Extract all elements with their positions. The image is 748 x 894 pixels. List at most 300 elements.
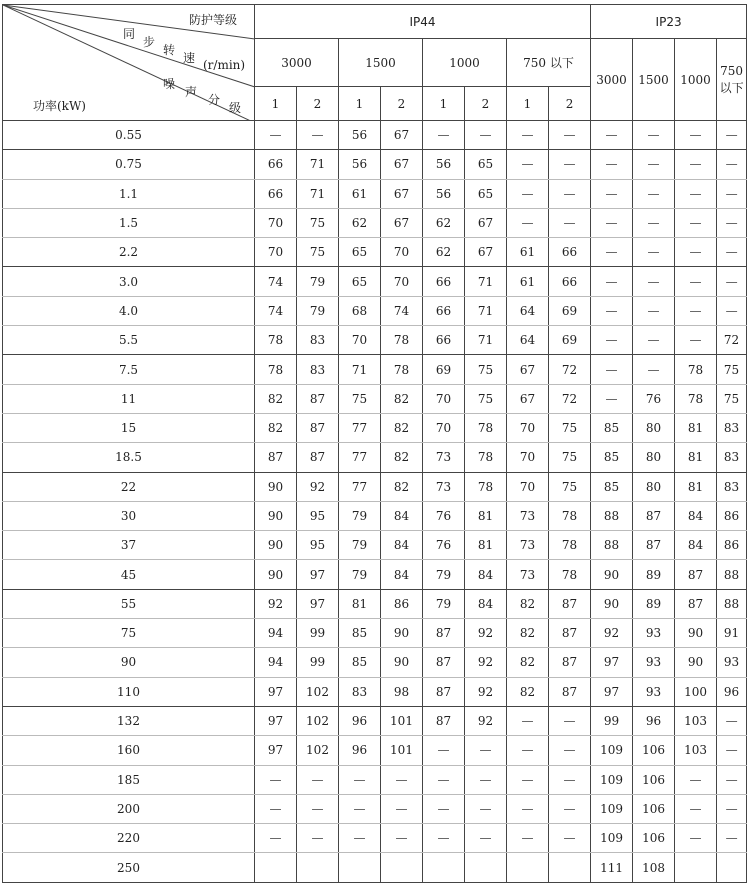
- noise-value-cell: —: [633, 238, 675, 267]
- power-cell: 7.5: [3, 355, 255, 384]
- noise-value-cell: 67: [381, 150, 423, 179]
- noise-value-cell: 78: [675, 355, 717, 384]
- ip44-speed-3000: 3000: [255, 39, 339, 87]
- noise-value-cell: 88: [717, 560, 747, 589]
- noise-value-cell: 85: [339, 648, 381, 677]
- noise-value-cell: 83: [717, 443, 747, 472]
- noise-level-table: [2, 4, 747, 883]
- table-row: [3, 267, 747, 296]
- table-row: [3, 736, 747, 765]
- speed-label-char-1: 同: [123, 27, 136, 41]
- noise-value-cell: —: [297, 794, 339, 823]
- power-cell: 185: [3, 765, 255, 794]
- noise-value-cell: 100: [675, 677, 717, 706]
- ip23-header: IP23: [591, 5, 747, 39]
- table-row: [3, 560, 747, 589]
- noise-value-cell: —: [507, 150, 549, 179]
- power-cell: 11: [3, 384, 255, 413]
- noise-value-cell: 84: [465, 560, 507, 589]
- noise-value-cell: 92: [465, 619, 507, 648]
- noise-value-cell: 84: [675, 501, 717, 530]
- power-label: 功率(kW): [33, 99, 86, 113]
- noise-value-cell: 71: [297, 179, 339, 208]
- power-cell: 200: [3, 794, 255, 823]
- noise-value-cell: —: [255, 121, 297, 150]
- table-row: [3, 208, 747, 237]
- noise-value-cell: —: [633, 355, 675, 384]
- noise-value-cell: —: [297, 121, 339, 150]
- power-cell: 37: [3, 531, 255, 560]
- noise-value-cell: —: [717, 296, 747, 325]
- power-cell: 18.5: [3, 443, 255, 472]
- noise-value-cell: 92: [255, 589, 297, 618]
- noise-value-cell: —: [549, 736, 591, 765]
- speed-label-char-4: 速: [183, 51, 196, 65]
- noise-value-cell: —: [465, 121, 507, 150]
- noise-value-cell: —: [465, 736, 507, 765]
- ip44-speed-1500: 1500: [339, 39, 423, 87]
- noise-value-cell: 65: [339, 267, 381, 296]
- noise-value-cell: 87: [423, 648, 465, 677]
- noise-value-cell: 90: [255, 472, 297, 501]
- noise-value-cell: —: [717, 765, 747, 794]
- noise-value-cell: —: [381, 765, 423, 794]
- noise-value-cell: —: [591, 326, 633, 355]
- power-cell: 45: [3, 560, 255, 589]
- noise-value-cell: 66: [255, 150, 297, 179]
- noise-value-cell: 67: [381, 121, 423, 150]
- noise-value-cell: 92: [465, 706, 507, 735]
- noise-value-cell: 78: [255, 326, 297, 355]
- noise-value-cell: 67: [507, 384, 549, 413]
- noise-value-cell: 87: [675, 589, 717, 618]
- table-row: [3, 238, 747, 267]
- noise-value-cell: 71: [465, 296, 507, 325]
- noise-value-cell: 67: [465, 208, 507, 237]
- noise-value-cell: —: [423, 824, 465, 853]
- noise-value-cell: —: [717, 794, 747, 823]
- noise-value-cell: [717, 853, 747, 882]
- noise-value-cell: 88: [591, 501, 633, 530]
- noise-value-cell: 78: [465, 443, 507, 472]
- table-row: [3, 179, 747, 208]
- noise-value-cell: 85: [339, 619, 381, 648]
- noise-value-cell: 106: [633, 736, 675, 765]
- noise-value-cell: 69: [549, 296, 591, 325]
- noise-value-cell: 75: [339, 384, 381, 413]
- noise-value-cell: 81: [465, 501, 507, 530]
- noise-value-cell: 75: [297, 238, 339, 267]
- noise-value-cell: 70: [255, 208, 297, 237]
- noise-value-cell: —: [717, 150, 747, 179]
- noise-value-cell: —: [255, 794, 297, 823]
- noise-value-cell: —: [549, 794, 591, 823]
- table-row: [3, 443, 747, 472]
- noise-value-cell: 74: [381, 296, 423, 325]
- power-cell: 110: [3, 677, 255, 706]
- noise-value-cell: 71: [465, 326, 507, 355]
- noise-value-cell: 81: [465, 531, 507, 560]
- noise-value-cell: 75: [717, 355, 747, 384]
- noise-value-cell: 93: [633, 677, 675, 706]
- noise-value-cell: —: [255, 824, 297, 853]
- noise-value-cell: —: [507, 706, 549, 735]
- noise-value-cell: 82: [381, 413, 423, 442]
- noise-value-cell: 76: [633, 384, 675, 413]
- table-row: [3, 150, 747, 179]
- noise-value-cell: 90: [381, 619, 423, 648]
- noise-value-cell: 70: [507, 472, 549, 501]
- noise-value-cell: 98: [381, 677, 423, 706]
- noise-value-cell: 66: [423, 296, 465, 325]
- noise-value-cell: 75: [549, 472, 591, 501]
- noise-value-cell: —: [507, 824, 549, 853]
- noise-value-cell: 83: [717, 472, 747, 501]
- noise-value-cell: —: [717, 267, 747, 296]
- ip44-speed-750: 750 以下: [507, 39, 591, 87]
- noise-value-cell: —: [675, 326, 717, 355]
- noise-value-cell: 101: [381, 736, 423, 765]
- noise-value-cell: 95: [297, 531, 339, 560]
- noise-value-cell: 85: [591, 443, 633, 472]
- noise-value-cell: —: [339, 765, 381, 794]
- noise-value-cell: —: [675, 296, 717, 325]
- table-row: [3, 706, 747, 735]
- noise-value-cell: 70: [381, 267, 423, 296]
- ip23-speed-1500: 1500: [633, 39, 675, 121]
- table-row: [3, 296, 747, 325]
- noise-value-cell: 81: [675, 413, 717, 442]
- noise-value-cell: 75: [297, 208, 339, 237]
- speed-label-char-2: 步: [143, 35, 156, 49]
- noise-value-cell: —: [591, 179, 633, 208]
- noise-value-cell: 90: [381, 648, 423, 677]
- noise-value-cell: —: [675, 179, 717, 208]
- noise-value-cell: 79: [297, 267, 339, 296]
- noise-value-cell: 80: [633, 443, 675, 472]
- table-row: [3, 531, 747, 560]
- noise-value-cell: 79: [423, 589, 465, 618]
- noise-value-cell: —: [549, 121, 591, 150]
- noise-value-cell: 86: [717, 531, 747, 560]
- noise-value-cell: 78: [255, 355, 297, 384]
- noise-value-cell: 90: [255, 531, 297, 560]
- noise-value-cell: 90: [591, 560, 633, 589]
- grade-cell: 2: [549, 87, 591, 121]
- noise-value-cell: 76: [423, 531, 465, 560]
- noise-value-cell: 88: [591, 531, 633, 560]
- noise-value-cell: 64: [507, 296, 549, 325]
- noise-value-cell: 75: [549, 413, 591, 442]
- noise-table-container: [2, 4, 746, 883]
- noise-value-cell: 97: [255, 736, 297, 765]
- noise-value-cell: 93: [717, 648, 747, 677]
- noise-value-cell: 97: [591, 648, 633, 677]
- noise-value-cell: —: [423, 794, 465, 823]
- noise-value-cell: 80: [633, 413, 675, 442]
- ip23-speed-3000: 3000: [591, 39, 633, 121]
- noise-value-cell: 82: [381, 472, 423, 501]
- noise-value-cell: [507, 853, 549, 882]
- noise-value-cell: —: [507, 121, 549, 150]
- noise-value-cell: 82: [381, 443, 423, 472]
- noise-value-cell: 97: [255, 706, 297, 735]
- noise-value-cell: 84: [381, 531, 423, 560]
- noise-value-cell: 73: [423, 443, 465, 472]
- noise-value-cell: —: [591, 150, 633, 179]
- noise-value-cell: 61: [507, 267, 549, 296]
- noise-value-cell: 67: [507, 355, 549, 384]
- noise-value-cell: 87: [297, 443, 339, 472]
- noise-value-cell: —: [381, 794, 423, 823]
- noise-value-cell: 99: [297, 648, 339, 677]
- noise-value-cell: —: [717, 736, 747, 765]
- noise-value-cell: 70: [507, 443, 549, 472]
- noise-value-cell: 85: [591, 413, 633, 442]
- noise-value-cell: —: [297, 824, 339, 853]
- noise-label-char-2: 声: [185, 85, 198, 99]
- noise-value-cell: 82: [507, 648, 549, 677]
- table-row: [3, 824, 747, 853]
- noise-value-cell: 76: [423, 501, 465, 530]
- noise-value-cell: 108: [633, 853, 675, 882]
- power-cell: 0.75: [3, 150, 255, 179]
- noise-value-cell: 97: [297, 560, 339, 589]
- grade-cell: 1: [507, 87, 549, 121]
- noise-value-cell: 87: [633, 501, 675, 530]
- noise-value-cell: 75: [465, 384, 507, 413]
- noise-label-char-3: 分: [208, 93, 221, 107]
- speed-label-char-3: 转: [163, 43, 176, 57]
- noise-value-cell: 89: [633, 560, 675, 589]
- noise-value-cell: —: [591, 121, 633, 150]
- noise-value-cell: —: [633, 267, 675, 296]
- noise-value-cell: —: [507, 765, 549, 794]
- noise-value-cell: 87: [633, 531, 675, 560]
- noise-value-cell: —: [549, 179, 591, 208]
- noise-value-cell: 101: [381, 706, 423, 735]
- noise-value-cell: 87: [549, 619, 591, 648]
- noise-value-cell: 82: [255, 384, 297, 413]
- grade-cell: 2: [465, 87, 507, 121]
- noise-value-cell: [423, 853, 465, 882]
- noise-value-cell: —: [675, 208, 717, 237]
- noise-value-cell: [675, 853, 717, 882]
- noise-value-cell: —: [465, 765, 507, 794]
- noise-value-cell: 83: [339, 677, 381, 706]
- noise-value-cell: —: [633, 179, 675, 208]
- noise-value-cell: 86: [717, 501, 747, 530]
- noise-value-cell: 67: [381, 208, 423, 237]
- noise-value-cell: 62: [423, 238, 465, 267]
- noise-value-cell: —: [633, 208, 675, 237]
- noise-value-cell: 91: [717, 619, 747, 648]
- noise-value-cell: —: [297, 765, 339, 794]
- power-cell: 75: [3, 619, 255, 648]
- noise-value-cell: 70: [423, 413, 465, 442]
- noise-value-cell: 94: [255, 619, 297, 648]
- noise-value-cell: 66: [423, 326, 465, 355]
- noise-value-cell: 92: [465, 648, 507, 677]
- noise-value-cell: —: [339, 824, 381, 853]
- noise-value-cell: 111: [591, 853, 633, 882]
- noise-value-cell: 97: [591, 677, 633, 706]
- noise-value-cell: 96: [339, 736, 381, 765]
- power-cell: 5.5: [3, 326, 255, 355]
- noise-value-cell: 90: [255, 501, 297, 530]
- noise-value-cell: 83: [297, 355, 339, 384]
- noise-value-cell: 72: [549, 384, 591, 413]
- noise-value-cell: 66: [549, 238, 591, 267]
- noise-value-cell: 87: [549, 589, 591, 618]
- noise-value-cell: 72: [549, 355, 591, 384]
- noise-value-cell: —: [423, 121, 465, 150]
- table-row: [3, 413, 747, 442]
- noise-value-cell: 69: [549, 326, 591, 355]
- noise-value-cell: 65: [339, 238, 381, 267]
- noise-value-cell: 70: [381, 238, 423, 267]
- noise-value-cell: 77: [339, 472, 381, 501]
- noise-value-cell: 87: [297, 413, 339, 442]
- noise-value-cell: 87: [675, 560, 717, 589]
- noise-value-cell: 96: [633, 706, 675, 735]
- protection-grade-label: 防护等级: [189, 13, 238, 27]
- noise-value-cell: 90: [255, 560, 297, 589]
- noise-value-cell: 71: [465, 267, 507, 296]
- noise-value-cell: 82: [507, 589, 549, 618]
- noise-value-cell: —: [255, 765, 297, 794]
- noise-value-cell: 109: [591, 736, 633, 765]
- noise-value-cell: —: [633, 121, 675, 150]
- ip23-speed-1000: 1000: [675, 39, 717, 121]
- noise-value-cell: 66: [549, 267, 591, 296]
- grade-cell: 2: [381, 87, 423, 121]
- noise-value-cell: 109: [591, 824, 633, 853]
- corner-header-cell: [3, 5, 255, 121]
- noise-value-cell: —: [423, 736, 465, 765]
- noise-value-cell: 62: [423, 208, 465, 237]
- noise-value-cell: —: [507, 208, 549, 237]
- noise-value-cell: —: [675, 824, 717, 853]
- noise-value-cell: —: [717, 706, 747, 735]
- noise-value-cell: 65: [465, 179, 507, 208]
- noise-value-cell: 102: [297, 677, 339, 706]
- noise-value-cell: 103: [675, 706, 717, 735]
- noise-value-cell: —: [675, 267, 717, 296]
- noise-value-cell: 87: [549, 648, 591, 677]
- speed-unit-label: (r/min): [203, 58, 246, 72]
- noise-value-cell: 102: [297, 706, 339, 735]
- power-cell: 0.55: [3, 121, 255, 150]
- noise-value-cell: 81: [339, 589, 381, 618]
- noise-value-cell: 75: [549, 443, 591, 472]
- noise-value-cell: —: [549, 208, 591, 237]
- noise-value-cell: 79: [339, 560, 381, 589]
- noise-value-cell: —: [717, 238, 747, 267]
- noise-value-cell: [339, 853, 381, 882]
- noise-value-cell: 71: [339, 355, 381, 384]
- table-row: [3, 853, 747, 882]
- noise-value-cell: 97: [297, 589, 339, 618]
- noise-value-cell: [549, 853, 591, 882]
- noise-value-cell: 84: [465, 589, 507, 618]
- noise-value-cell: 74: [255, 296, 297, 325]
- noise-value-cell: 103: [675, 736, 717, 765]
- noise-value-cell: 89: [633, 589, 675, 618]
- noise-value-cell: 87: [423, 619, 465, 648]
- noise-value-cell: 56: [339, 121, 381, 150]
- noise-value-cell: [255, 853, 297, 882]
- noise-value-cell: 102: [297, 736, 339, 765]
- table-row: [3, 384, 747, 413]
- noise-value-cell: 109: [591, 794, 633, 823]
- noise-value-cell: 70: [339, 326, 381, 355]
- noise-value-cell: 68: [339, 296, 381, 325]
- noise-value-cell: 61: [507, 238, 549, 267]
- noise-value-cell: —: [591, 296, 633, 325]
- noise-value-cell: 81: [675, 443, 717, 472]
- noise-value-cell: 70: [423, 384, 465, 413]
- noise-label-char-1: 噪: [163, 77, 176, 91]
- ip44-header: IP44: [255, 5, 591, 39]
- noise-value-cell: 84: [381, 501, 423, 530]
- table-row: [3, 794, 747, 823]
- table-row: [3, 765, 747, 794]
- noise-value-cell: —: [549, 706, 591, 735]
- noise-value-cell: 73: [507, 501, 549, 530]
- power-cell: 55: [3, 589, 255, 618]
- noise-value-cell: —: [717, 179, 747, 208]
- noise-value-cell: 95: [297, 501, 339, 530]
- ip23-speed-750: 750 以下: [717, 39, 747, 121]
- noise-value-cell: 78: [465, 472, 507, 501]
- noise-value-cell: 72: [717, 326, 747, 355]
- power-cell: 1.1: [3, 179, 255, 208]
- noise-value-cell: —: [675, 238, 717, 267]
- noise-value-cell: 106: [633, 765, 675, 794]
- noise-value-cell: 74: [255, 267, 297, 296]
- power-cell: 1.5: [3, 208, 255, 237]
- noise-value-cell: 73: [423, 472, 465, 501]
- noise-value-cell: 67: [381, 179, 423, 208]
- noise-value-cell: 78: [381, 326, 423, 355]
- noise-value-cell: 87: [297, 384, 339, 413]
- noise-value-cell: 86: [381, 589, 423, 618]
- noise-value-cell: 70: [255, 238, 297, 267]
- noise-value-cell: 78: [549, 560, 591, 589]
- noise-value-cell: 79: [423, 560, 465, 589]
- noise-value-cell: 92: [465, 677, 507, 706]
- noise-value-cell: 70: [507, 413, 549, 442]
- noise-value-cell: 75: [465, 355, 507, 384]
- noise-value-cell: 69: [423, 355, 465, 384]
- noise-value-cell: 80: [633, 472, 675, 501]
- noise-value-cell: 94: [255, 648, 297, 677]
- noise-value-cell: 99: [297, 619, 339, 648]
- noise-value-cell: 79: [297, 296, 339, 325]
- grade-cell: 1: [255, 87, 297, 121]
- noise-value-cell: [297, 853, 339, 882]
- noise-value-cell: 88: [717, 589, 747, 618]
- noise-value-cell: 56: [423, 179, 465, 208]
- noise-value-cell: 87: [423, 706, 465, 735]
- noise-value-cell: 84: [675, 531, 717, 560]
- noise-value-cell: —: [675, 765, 717, 794]
- noise-value-cell: —: [507, 179, 549, 208]
- noise-value-cell: —: [717, 824, 747, 853]
- noise-value-cell: 79: [339, 501, 381, 530]
- table-row: [3, 501, 747, 530]
